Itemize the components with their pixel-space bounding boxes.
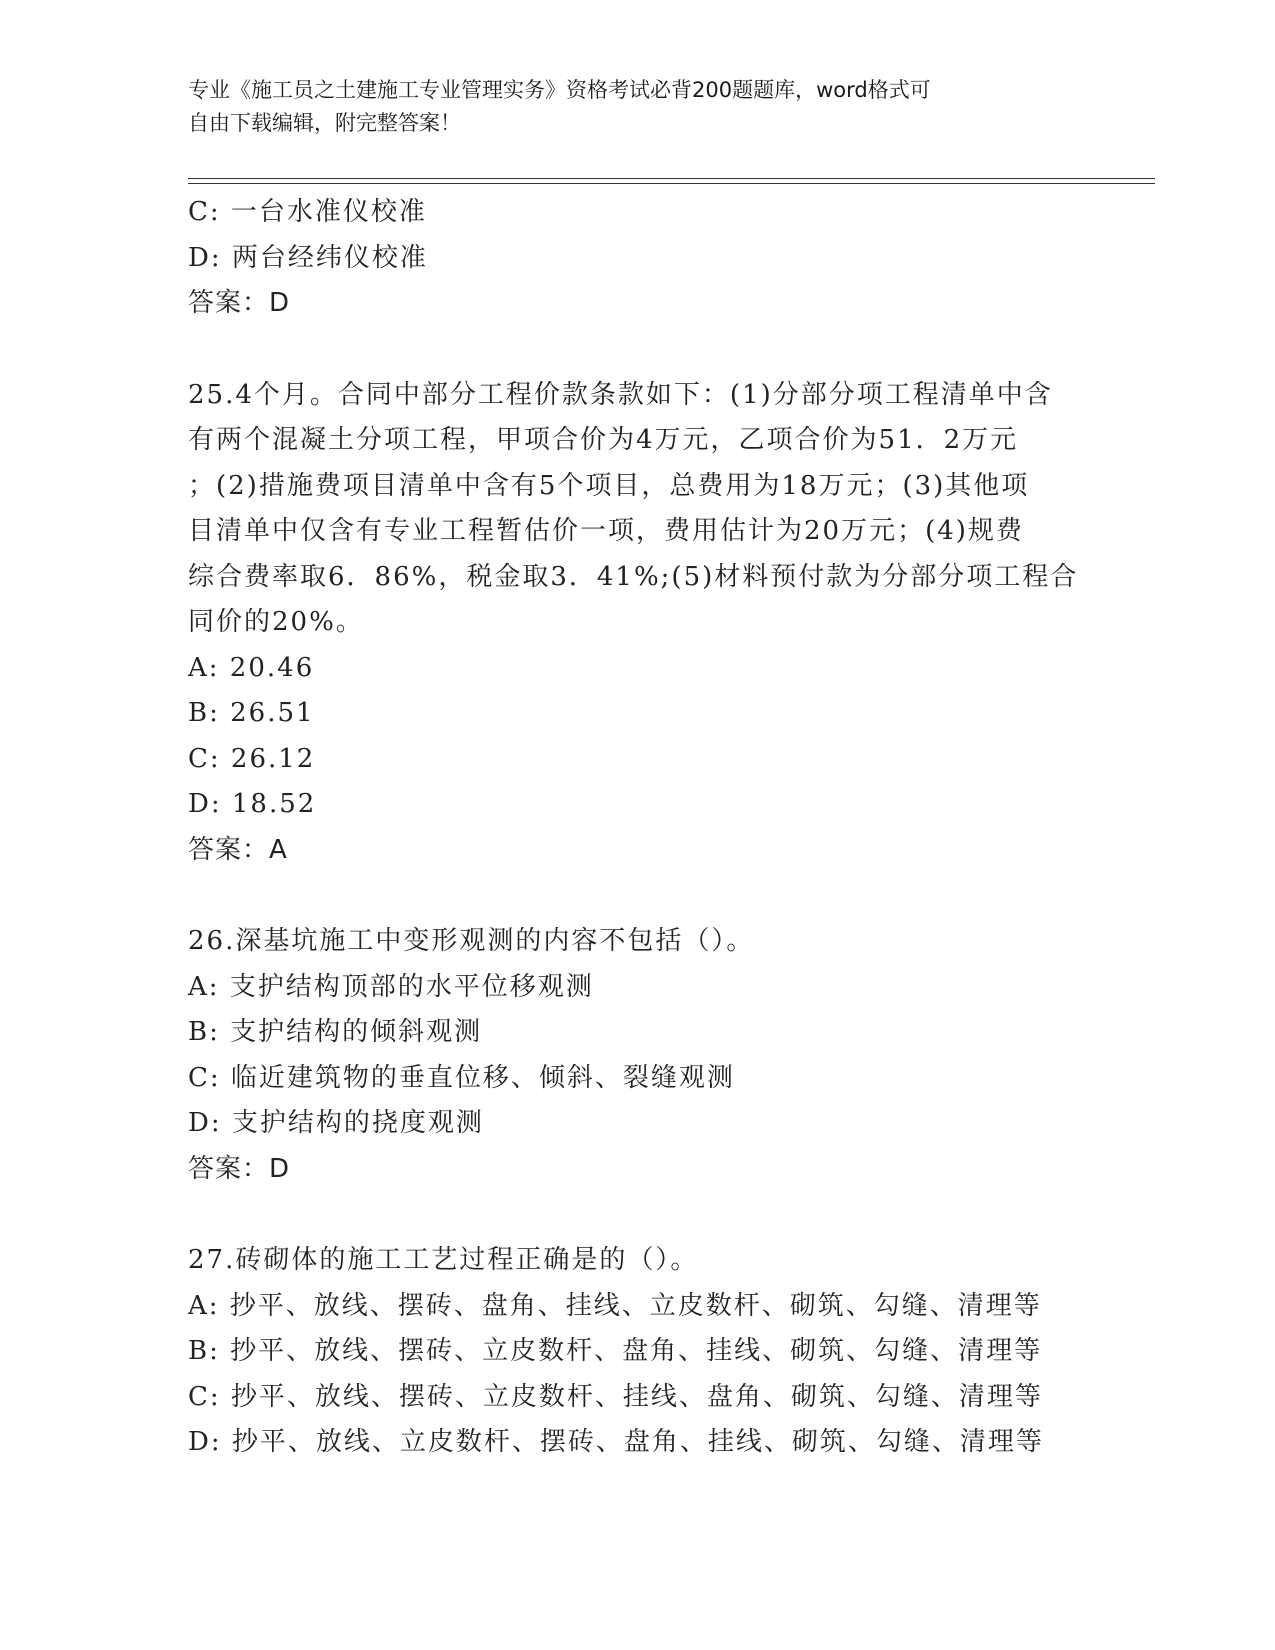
option-b: B: 抄平、放线、摆砖、立皮数杆、盘角、挂线、砌筑、勾缝、清理等	[188, 1336, 1043, 1366]
header-line-1: 专业《施工员之土建施工专业管理实务》资格考试必背200题题库，word格式可	[188, 78, 931, 102]
question-stem-line: ；(2)措施费项目清单中含有5个项目，总费用为18万元；(3)其他项	[188, 470, 1030, 501]
answer-line: 答案：D	[188, 288, 291, 318]
question-stem-line: 同价的20%。	[188, 607, 364, 637]
option-d: D: 抄平、放线、立皮数杆、摆砖、盘角、挂线、砌筑、勾缝、清理等	[188, 1427, 1044, 1457]
option-d: D: 18.52	[188, 789, 317, 819]
document-header	[188, 74, 1068, 140]
question-spacer	[188, 327, 1088, 373]
answer-line: 答案：D	[188, 1153, 291, 1184]
previous-question-tail	[188, 190, 1088, 327]
option-b: B: 支护结构的倾斜观测	[188, 1017, 483, 1047]
answer-line: 答案：A	[188, 834, 288, 865]
question-stem-line: 综合费率取6．86%，税金取3．41%;(5)材料预付款为分部分项工程合	[188, 561, 1079, 592]
question-25	[188, 373, 1088, 874]
question-stem: 27.砖砌体的施工工艺过程正确是的（）。	[188, 1245, 699, 1275]
question-spacer	[188, 1192, 1088, 1238]
question-stem-line: 目清单中仅含有专业工程暂估价一项，费用估计为20万元；(4)规费	[188, 516, 1024, 546]
option-d: D: 支护结构的挠度观测	[188, 1108, 484, 1138]
question-27	[188, 1238, 1088, 1466]
question-list	[188, 190, 1088, 1466]
option-c: C: 临近建筑物的垂直位移、倾斜、裂缝观测	[188, 1062, 735, 1093]
option-a: A: 20.46	[188, 652, 315, 683]
question-stem: 26.深基坑施工中变形观测的内容不包括（）。	[188, 926, 755, 956]
header-divider-bottom	[188, 183, 1155, 184]
header-line-2: 自由下载编辑，附完整答案！	[188, 111, 461, 135]
option-b: B: 26.51	[188, 698, 315, 728]
option-a: A: 支护结构顶部的水平位移观测	[188, 971, 594, 1002]
option-c: C: 一台水准仪校准	[188, 197, 427, 227]
header-divider-top	[188, 178, 1155, 179]
option-c: C: 抄平、放线、摆砖、立皮数杆、挂线、盘角、砌筑、勾缝、清理等	[188, 1381, 1043, 1412]
question-26	[188, 919, 1088, 1192]
question-stem-line: 有两个混凝土分项工程，甲项合价为4万元，乙项合价为51．2万元	[188, 425, 1019, 455]
option-d: D: 两台经纬仪校准	[188, 242, 428, 273]
option-a: A: 抄平、放线、摆砖、盘角、挂线、立皮数杆、砌筑、勾缝、清理等	[188, 1290, 1042, 1321]
question-spacer	[188, 873, 1088, 919]
option-c: C: 26.12	[188, 743, 316, 774]
question-stem-line: 25.4个月。合同中部分工程价款条款如下：(1)分部分项工程清单中含	[188, 379, 1053, 410]
